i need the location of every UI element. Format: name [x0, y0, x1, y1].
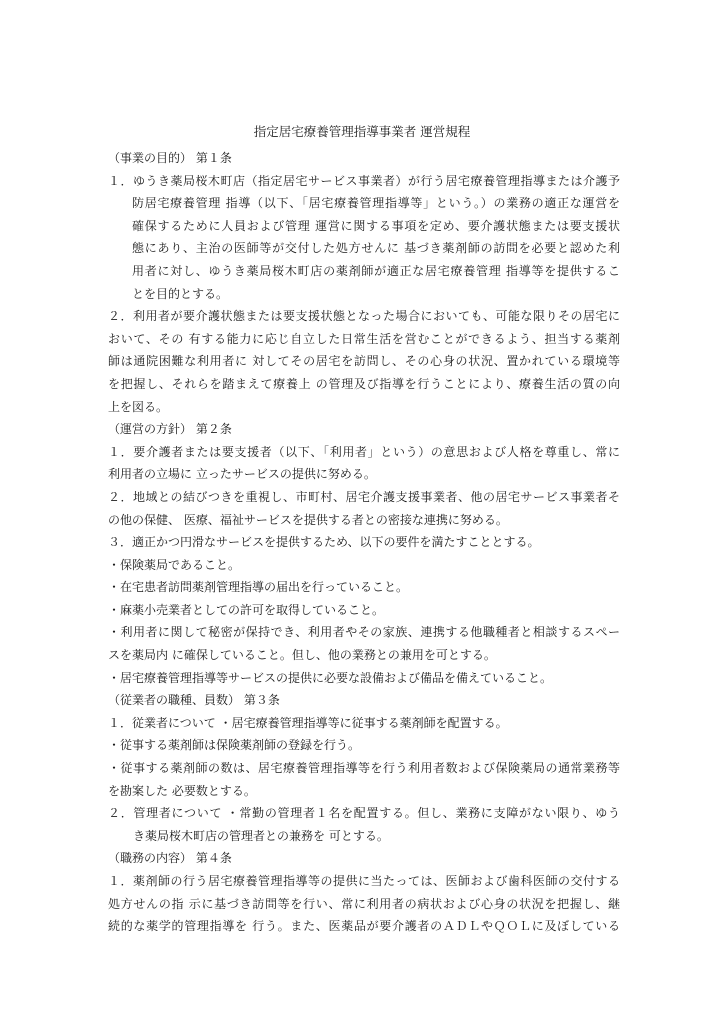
text-line: 利用者の立場に 立ったサービスの提供に努める。: [108, 467, 376, 482]
text-line: ２．管理者について ・常勤の管理者１名を配置する。但し、業務に支障がない限り、ゆう: [108, 806, 620, 821]
text-line: １．要介護者または要支援者（以下、「利用者」という）の意思および人格を尊重し、常に: [108, 444, 620, 459]
text-line: １．従業者について ・居宅療養管理指導等に従事する薬剤師を配置する。: [108, 715, 508, 730]
text-line: ・在宅患者訪問薬剤管理指導の届出を行っていること。: [108, 580, 409, 595]
text-line: １．薬剤師の行う居宅療養管理指導等の提供に当たっては、医師および歯科医師の交付する: [108, 874, 620, 888]
text-line: 続的な薬学的管理指導を 行う。また、医薬品が要介護者のＡＤＬやＱＯＬに及ぼしている: [108, 919, 620, 934]
document-body: [108, 147, 620, 938]
text-line: ・従事する薬剤師は保険薬剤師の登録を行う。: [108, 738, 361, 753]
text-line: （運営の方針） 第２条: [108, 422, 232, 437]
text-line: 防居宅療養管理 指導（以下、「居宅療養管理指導等」という。）の業務の適正な運営を: [132, 196, 620, 211]
text-line: ・従事する薬剤師の数は、居宅療養管理指導等を行う利用者数および保険薬局の通常業務等: [108, 761, 620, 776]
text-line: 確保するために人員および管理 運営に関する事項を定め、要介護状態または要支援状: [132, 218, 620, 233]
text-line: の他の保健、 医療、福祉サービスを提供する者との密接な連携に努める。: [108, 512, 508, 527]
text-line: （事業の目的） 第１条: [108, 151, 232, 165]
text-line: 態にあり、主治の医師等が交付した処方せんに 基づき薬剤師の訪問を必要と認めた利: [132, 241, 620, 256]
document-title: 指定居宅療養管理指導事業者 運営規程: [253, 124, 471, 139]
text-line: 処方せんの指 示に基づき訪問等を行い、常に利用者の病状および心身の状況を把握し、継: [108, 896, 620, 911]
text-line: ・利用者に関して秘密が保持でき、利用者やその家族、連携する他職種者と相談するスペー: [108, 625, 620, 640]
text-line: ・麻薬小売業者としての許可を取得していること。: [108, 602, 385, 617]
text-line: ・居宅療養管理指導等サービスの提供に必要な設備および備品を備えていること。: [108, 670, 553, 685]
text-line: ３．適正かつ円滑なサービスを提供するため、以下の要件を満たすこととする。: [108, 535, 540, 550]
text-line: おいて、その 有する能力に応じ自立した日常生活を営むことができるよう、担当する薬剤: [108, 331, 620, 346]
text-line: （従業者の職種、員数） 第３条: [108, 693, 280, 708]
text-line: ２．利用者が要介護状態または要支援状態となった場合においても、可能な限りその居宅に: [108, 309, 620, 324]
text-line: き薬局桜木町店の管理者との兼務を 可とする。: [133, 828, 389, 843]
text-line: 師は通院困難な利用者に 対してその居宅を訪問し、その心身の状況、置かれている環境等: [108, 354, 620, 369]
text-line: （職務の内容） 第４条: [108, 851, 232, 866]
text-line: ・保険薬局であること。: [108, 557, 241, 572]
text-line: とを目的とする。: [132, 286, 229, 301]
text-line: ２．地域との結びつきを重視し、市町村、居宅介護支援事業者、他の居宅サービス事業者そ: [108, 489, 620, 504]
text-line: 上を図る。: [108, 399, 169, 414]
text-line: 用者に対し、ゆうき薬局桜木町店の薬剤師が適正な居宅療養管理 指導等を提供するこ: [132, 263, 620, 278]
text-line: を把握し、それらを踏まえて療養上 の管理及び指導を行うことにより、療養生活の質の向: [108, 376, 620, 391]
text-line: スを薬局内 に確保していること。但し、他の業務との兼用を可とする。: [108, 648, 496, 663]
text-line: を勘案した 必要数とする。: [108, 783, 256, 798]
text-line: １．ゆうき薬局桜木町店（指定居宅サービス事業者）が行う居宅療養管理指導または介護予: [108, 173, 620, 188]
